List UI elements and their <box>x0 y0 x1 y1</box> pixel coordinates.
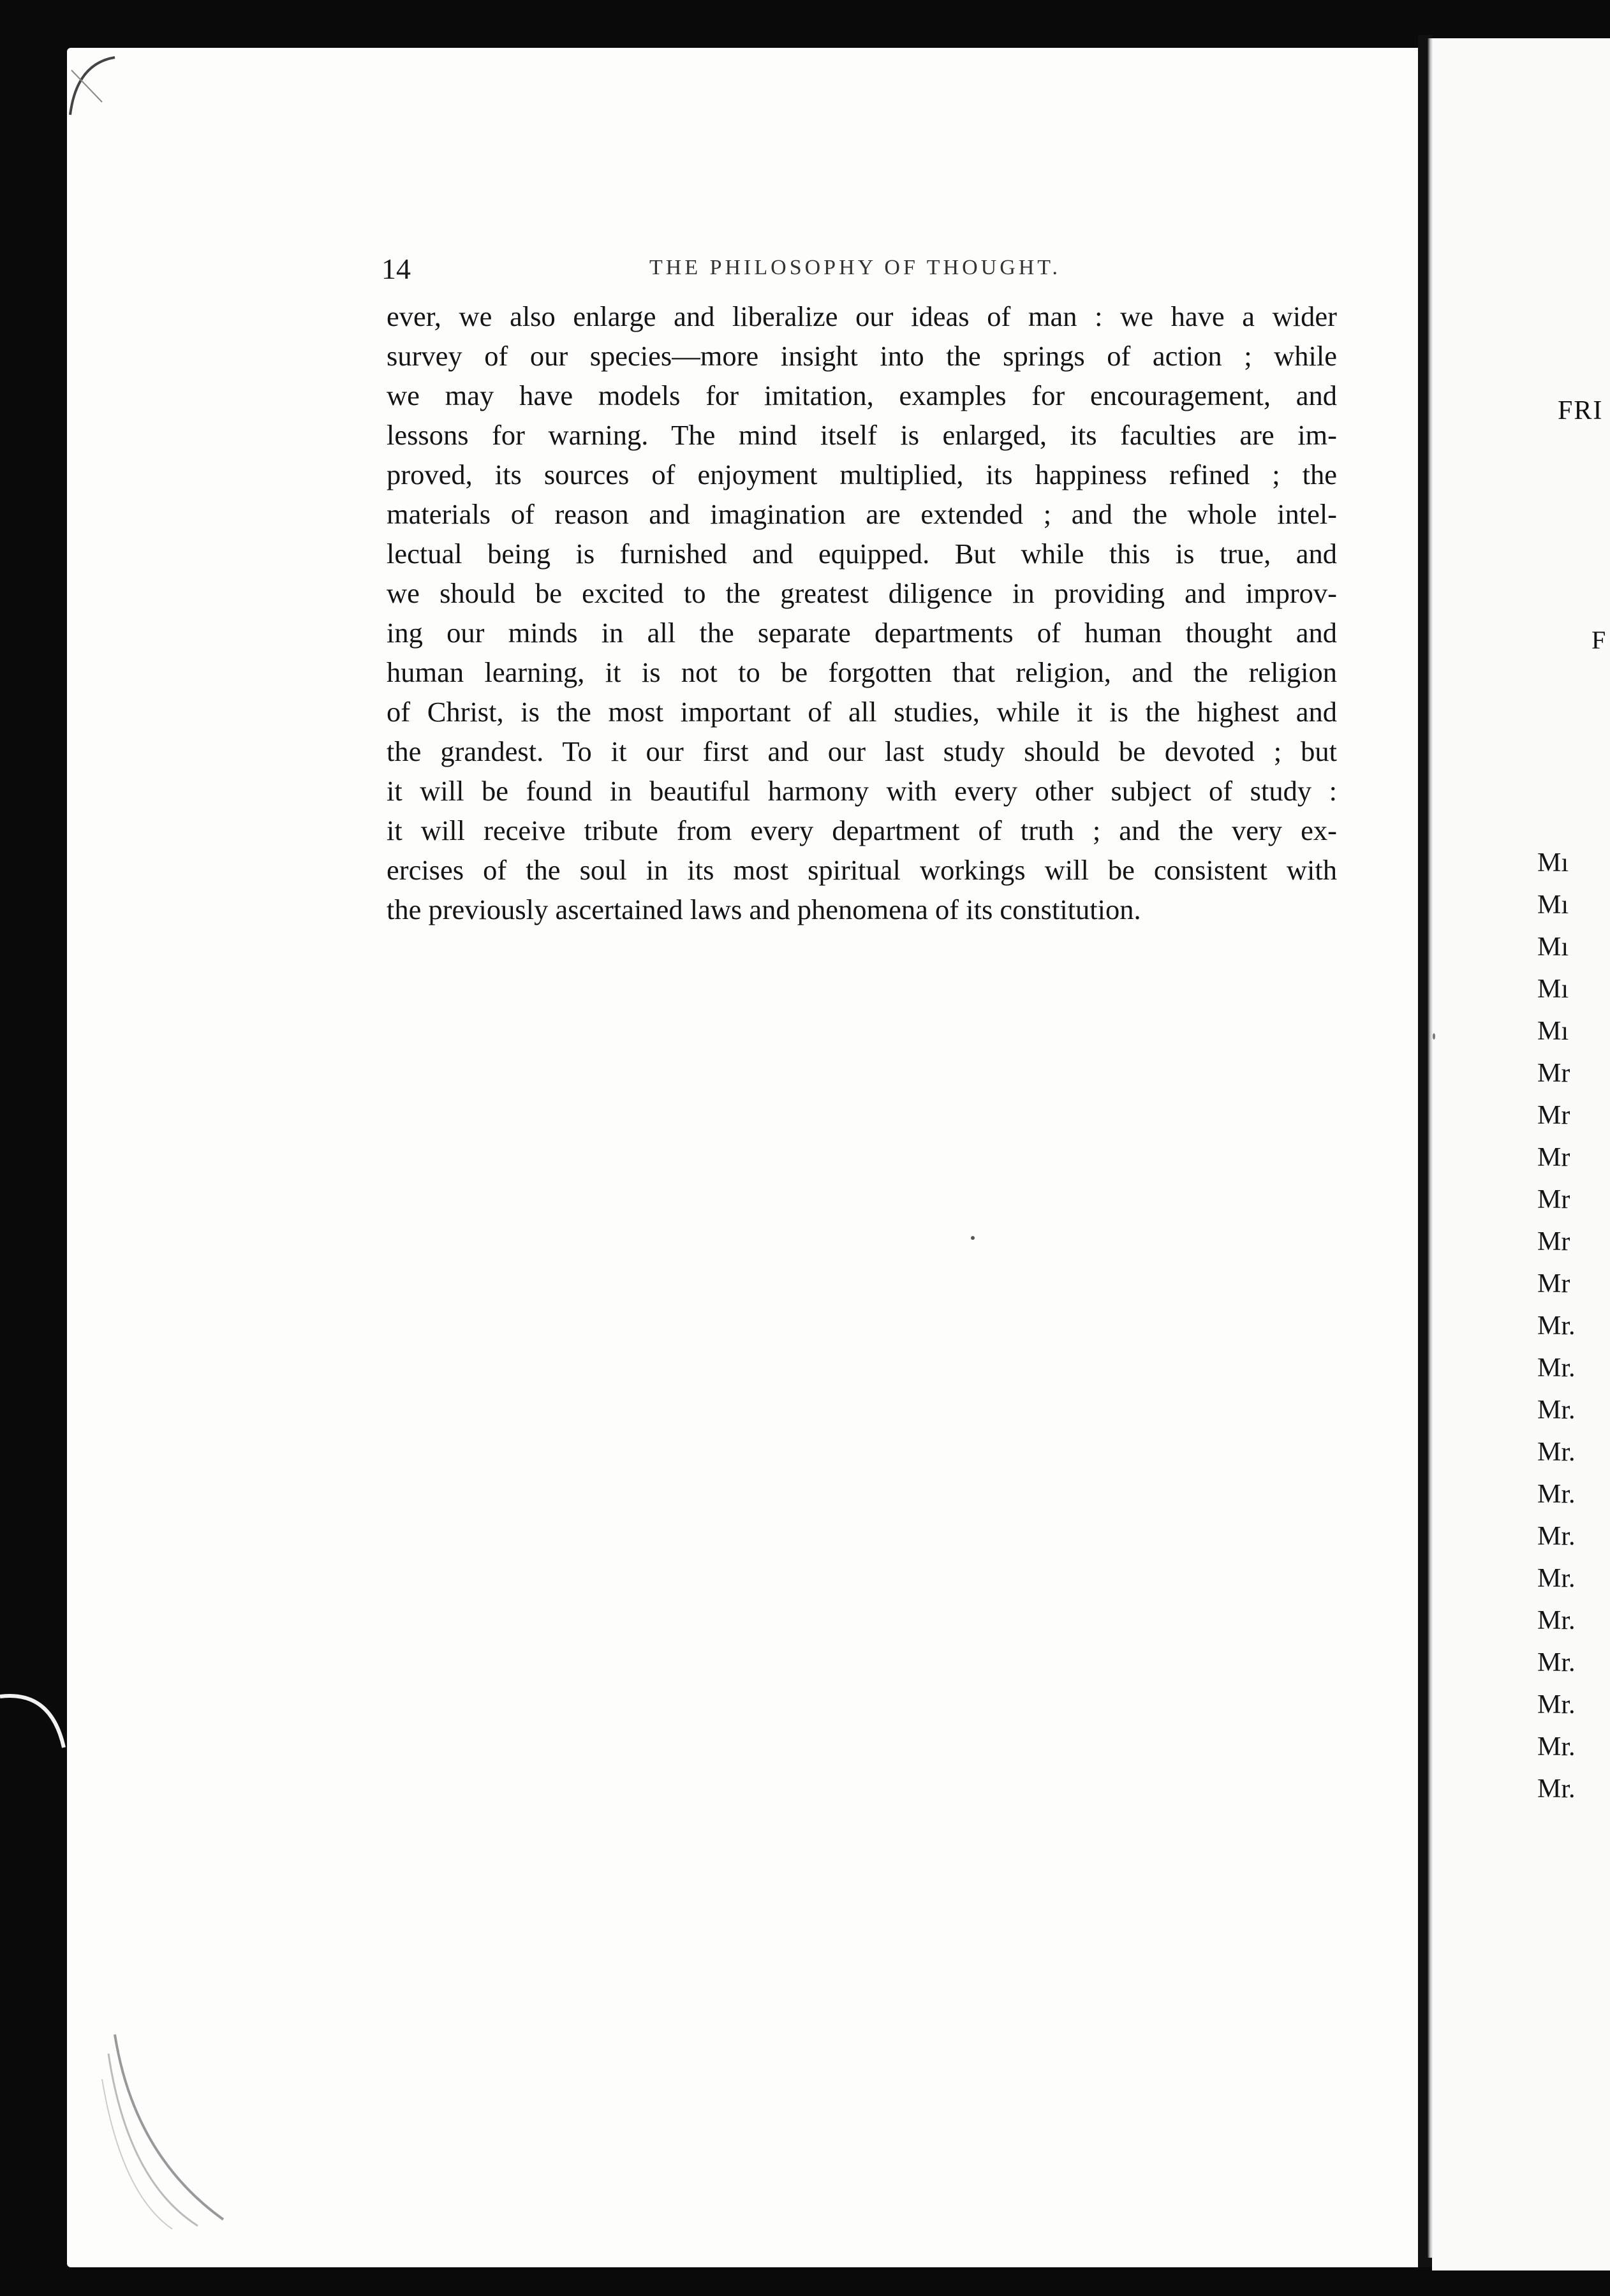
page-fold <box>1428 38 1433 2258</box>
text-line: ever, we also enlarge and liberalize our ideas of man : we have a wider <box>387 300 1337 332</box>
facing-page-name-list <box>1537 842 1576 1810</box>
facing-list-item: Mr. <box>1537 1564 1576 1593</box>
facing-list-item: Mr. <box>1537 1395 1576 1425</box>
dust-speck <box>971 1236 975 1240</box>
facing-list-item: Mı <box>1537 1017 1569 1046</box>
facing-list-item: Mr <box>1537 1143 1570 1172</box>
text-line: it will receive tribute from every department of truth ; and the very ex- <box>387 814 1337 846</box>
page-edge-curl-bottom <box>96 2028 236 2232</box>
facing-list-item: Mı <box>1537 848 1569 878</box>
facing-list-item: Mr. <box>1537 1353 1576 1383</box>
facing-page-heading: FRI <box>1558 396 1604 425</box>
facing-list-item: Mr. <box>1537 1690 1576 1719</box>
facing-list-item: Mr. <box>1537 1311 1576 1341</box>
text-line: survey of our species—more insight into the springs of action ; while <box>387 340 1337 372</box>
page-edge-curl-top <box>64 45 121 121</box>
text-line: ing our minds in all the separate departments of human thought and <box>387 617 1337 649</box>
text-line: materials of reason and imagination are extended ; and the whole intel- <box>387 498 1337 530</box>
body-paragraph <box>387 297 1337 929</box>
facing-list-item: Mr <box>1537 1059 1570 1088</box>
facing-list-item: Mr. <box>1537 1522 1576 1551</box>
text-line: of Christ, is the most important of all studies, while it is the highest and <box>387 696 1337 728</box>
text-line: proved, its sources of enjoyment multiplied, its happiness refined ; the <box>387 459 1337 490</box>
facing-list-item: Mr <box>1537 1227 1570 1256</box>
right-page <box>1432 38 1610 2270</box>
text-line: lectual being is furnished and equipped. But while this is true, and <box>387 538 1337 570</box>
text-line: human learning, it is not to be forgotten that religion, and the religion <box>387 656 1337 688</box>
text-line: the previously ascertained laws and phenomena of its constitution. <box>387 894 1141 925</box>
facing-list-item: Mı <box>1537 932 1569 962</box>
facing-list-item: Mı <box>1537 975 1569 1004</box>
facing-list-item: Mr <box>1537 1101 1570 1130</box>
page-number: 14 <box>381 253 411 285</box>
running-title: THE PHILOSOPHY OF THOUGHT. <box>649 256 1061 279</box>
text-line: the grandest. To it our first and our last study should be devoted ; but <box>387 735 1337 767</box>
facing-list-item: Mı <box>1537 890 1569 920</box>
text-line: we should be excited to the greatest diligence in providing and improv- <box>387 577 1337 609</box>
running-head <box>381 252 1338 290</box>
page-edge-curl-middle <box>0 1684 77 1754</box>
facing-list-item: Mr. <box>1537 1606 1576 1635</box>
facing-list-item: Mr. <box>1537 1480 1576 1509</box>
facing-list-item: Mr <box>1537 1185 1570 1214</box>
facing-list-item: Mr. <box>1537 1774 1576 1804</box>
facing-list-item: Mr. <box>1537 1438 1576 1467</box>
dust-speck <box>1433 1033 1435 1040</box>
text-line: lessons for warning. The mind itself is enlarged, its faculties are im- <box>387 419 1337 451</box>
facing-list-item: Mr. <box>1537 1648 1576 1677</box>
facing-list-item: Mr <box>1537 1269 1570 1299</box>
text-line: ercises of the soul in its most spiritual workings will be consistent with <box>387 854 1337 886</box>
facing-page-letter: F <box>1592 626 1606 654</box>
text-line: we may have models for imitation, examples for encouragement, and <box>387 379 1337 411</box>
text-line: it will be found in beautiful harmony with every other subject of study : <box>387 775 1337 807</box>
facing-list-item: Mr. <box>1537 1732 1576 1762</box>
